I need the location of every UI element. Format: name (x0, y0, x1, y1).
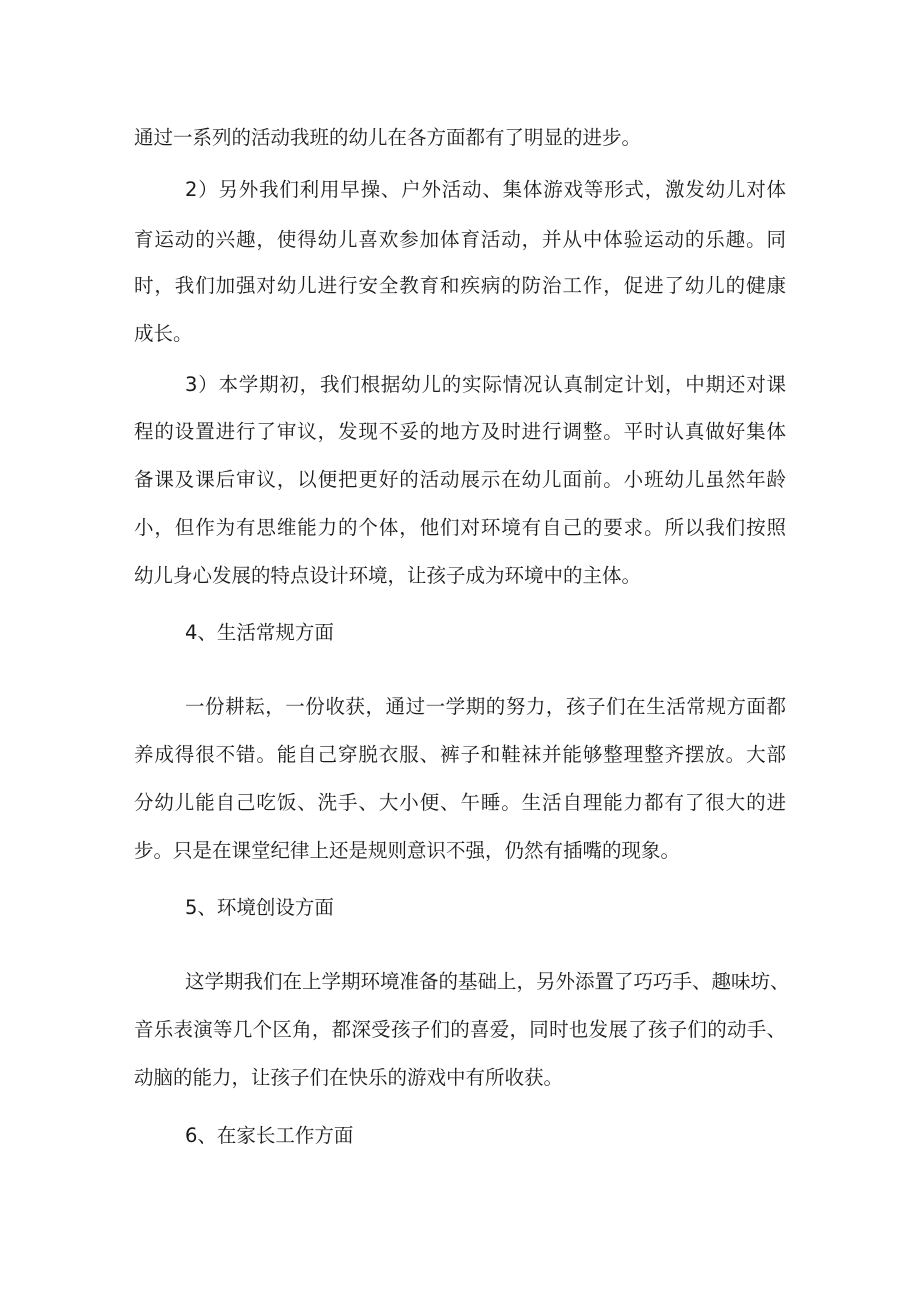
paragraph-line: 育运动的兴趣，使得幼儿喜欢参加体育活动，并从中体验运动的乐趣。同 (134, 228, 786, 251)
paragraph-line: 程的设置进行了审议，发现不妥的地方及时进行调整。平时认真做好集体 (134, 420, 786, 443)
paragraph-line: 这学期我们在上学期环境准备的基础上，另外添置了巧巧手、趣味坊、 (185, 970, 790, 993)
paragraph-line: 养成得很不错。能自己穿脱衣服、裤子和鞋袜并能够整理整齐摆放。大部 (134, 743, 786, 766)
paragraph-line: 3）本学期初，我们根据幼儿的实际情况认真制定计划，中期还对课 (185, 373, 786, 396)
paragraph-line: 2）另外我们利用早操、户外活动、集体游戏等形式，激发幼儿对体 (185, 178, 786, 201)
paragraph-line: 步。只是在课堂纪律上还是规则意识不强，仍然有插嘴的现象。 (134, 839, 681, 862)
paragraph-line: 小，但作为有思维能力的个体，他们对环境有自己的要求。所以我们按照 (134, 516, 786, 539)
paragraph-line: 一份耕耘，一份收获，通过一学期的努力，孩子们在生活常规方面都 (185, 695, 786, 718)
paragraph-line: 备课及课后审议，以便把更好的活动展示在幼儿面前。小班幼儿虽然年龄 (134, 468, 786, 491)
section-heading: 4、生活常规方面 (185, 621, 334, 644)
paragraph-line: 时，我们加强对幼儿进行安全教育和疾病的防治工作，促进了幼儿的健康 (134, 274, 786, 297)
paragraph-line: 分幼儿能自己吃饭、洗手、大小便、午睡。生活自理能力都有了很大的进 (134, 791, 786, 814)
paragraph-line: 幼儿身心发展的特点设计环境，让孩子成为环境中的主体。 (134, 564, 642, 587)
paragraph-line: 音乐表演等几个区角，都深受孩子们的喜爱，同时也发展了孩子们的动手、 (134, 1018, 786, 1041)
paragraph-line: 通过一系列的活动我班的幼儿在各方面都有了明显的进步。 (134, 126, 642, 149)
paragraph-line: 成长。 (134, 322, 193, 345)
section-heading: 5、环境创设方面 (185, 896, 334, 919)
section-heading: 6、在家长工作方面 (185, 1124, 354, 1147)
paragraph-line: 动脑的能力，让孩子们在快乐的游戏中有所收获。 (134, 1066, 564, 1089)
